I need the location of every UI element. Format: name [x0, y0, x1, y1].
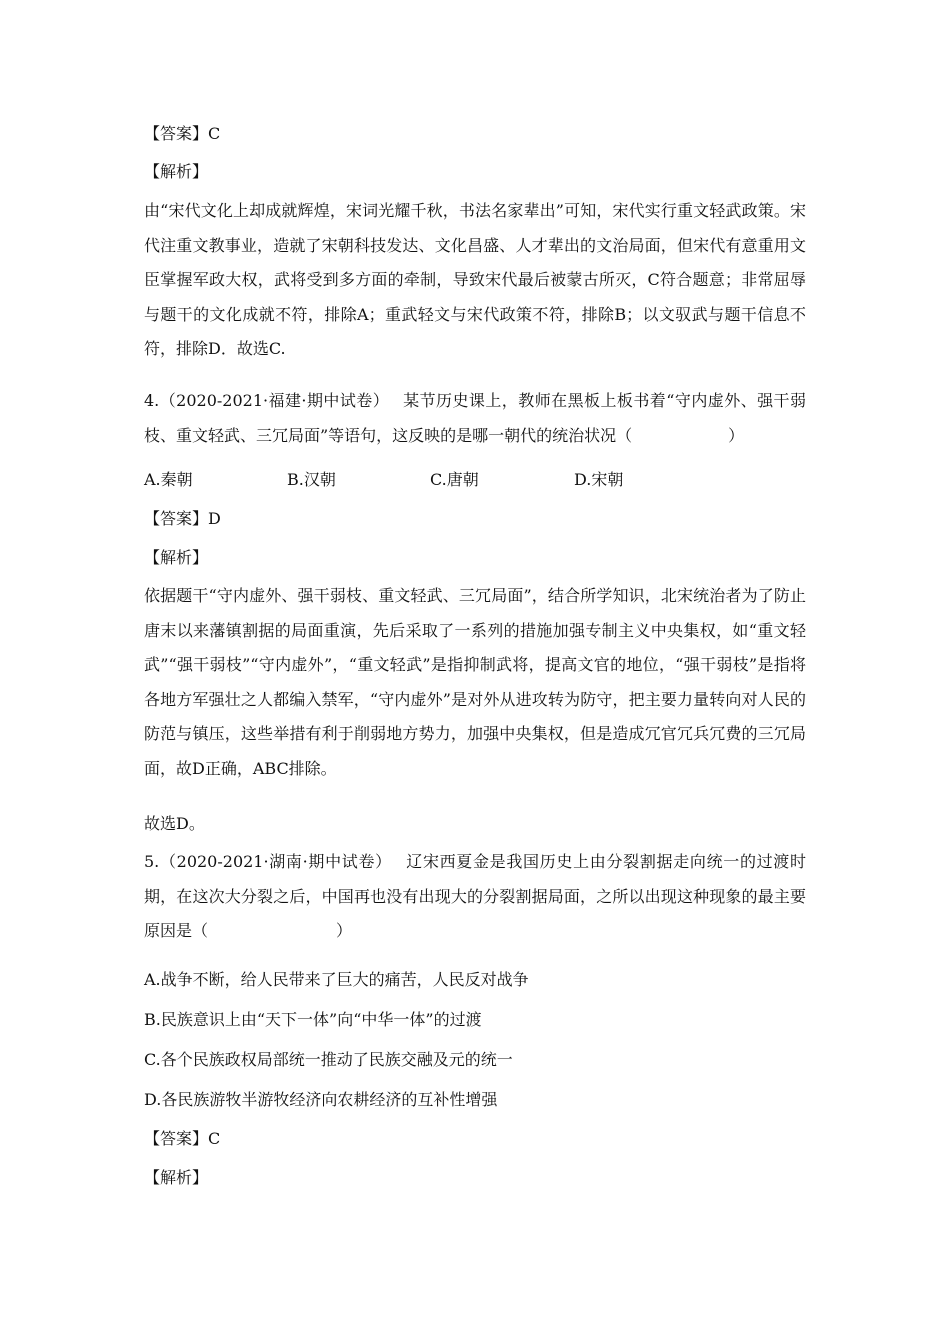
q4-analysis-label: 【解析】: [144, 548, 209, 567]
q4-question-stem: 4.（2020-2021·福建·期中试卷） 某节历史课上，教师在黑板上板书着“守内虚外、强干弱枝、重文轻武、三冗局面”等语句，这反映的是哪一朝代的统治状况（ ）: [144, 391, 806, 445]
q4-option-d: D.宋朝: [574, 470, 624, 489]
q5-answer: 【答案】C: [144, 1129, 221, 1148]
q5-analysis-label: 【解析】: [144, 1168, 209, 1187]
q3-analysis-label: 【解析】: [144, 162, 209, 181]
q5-option-b: B.民族意识上由“天下一体”向“中华一体”的过渡: [144, 1010, 482, 1029]
q4-option-b: B.汉朝: [287, 470, 336, 489]
q4-option-a: A.秦朝: [144, 470, 193, 489]
q5-option-a: A.战争不断，给人民带来了巨大的痛苦，人民反对战争: [144, 970, 529, 989]
q5-option-d: D.各民族游牧半游牧经济向农耕经济的互补性增强: [144, 1090, 498, 1109]
q5-question-stem: 5.（2020-2021·湖南·期中试卷） 辽宋西夏金是我国历史上由分裂割据走向统一的过渡时期，在这次大分裂之后，中国再也没有出现大的分裂割据局面，之所以出现这种现象的最主要原因是（ ）: [144, 852, 806, 940]
q4-analysis-text: 依据题干“守内虚外、强干弱枝、重文轻武、三冗局面”，结合所学知识，北宋统治者为了防止唐末以来藩镇割据的局面重演，先后采取了一系列的措施加强专制主义中央集权，如“重文轻武”“强干弱枝”“守内虚外”，“重文轻武”是指抑制武将，提高文官的地位，“强干弱枝”是指将各地方军强壮之人都编入禁军，“守内虚外”是对外从进攻转为防守，把主要力量转向对人民的防范与镇压，这些举措有利于削弱地方势力，加强中央集权，但是造成冗官冗兵冗费的三冗局面，故D正确，ABC排除。: [144, 586, 806, 778]
q4-option-c: C.唐朝: [430, 470, 479, 489]
q3-answer: 【答案】C: [144, 124, 221, 143]
q5-option-c: C.各个民族政权局部统一推动了民族交融及元的统一: [144, 1050, 513, 1069]
q4-conclusion: 故选D。: [144, 814, 205, 833]
q4-answer: 【答案】D: [144, 509, 221, 528]
q3-analysis-text: 由“宋代文化上却成就辉煌，宋词光耀千秋，书法名家辈出”可知，宋代实行重文轻武政策。宋代注重文教事业，造就了宋朝科技发达、文化昌盛、人才辈出的文治局面，但宋代有意重用文臣掌握军政大权，武将受到多方面的牵制，导致宋代最后被蒙古所灭，C符合题意；非常屈辱与题干的文化成就不符，排除A；重武轻文与宋代政策不符，排除B；以文驭武与题干信息不符，排除D．故选C.: [144, 201, 806, 358]
